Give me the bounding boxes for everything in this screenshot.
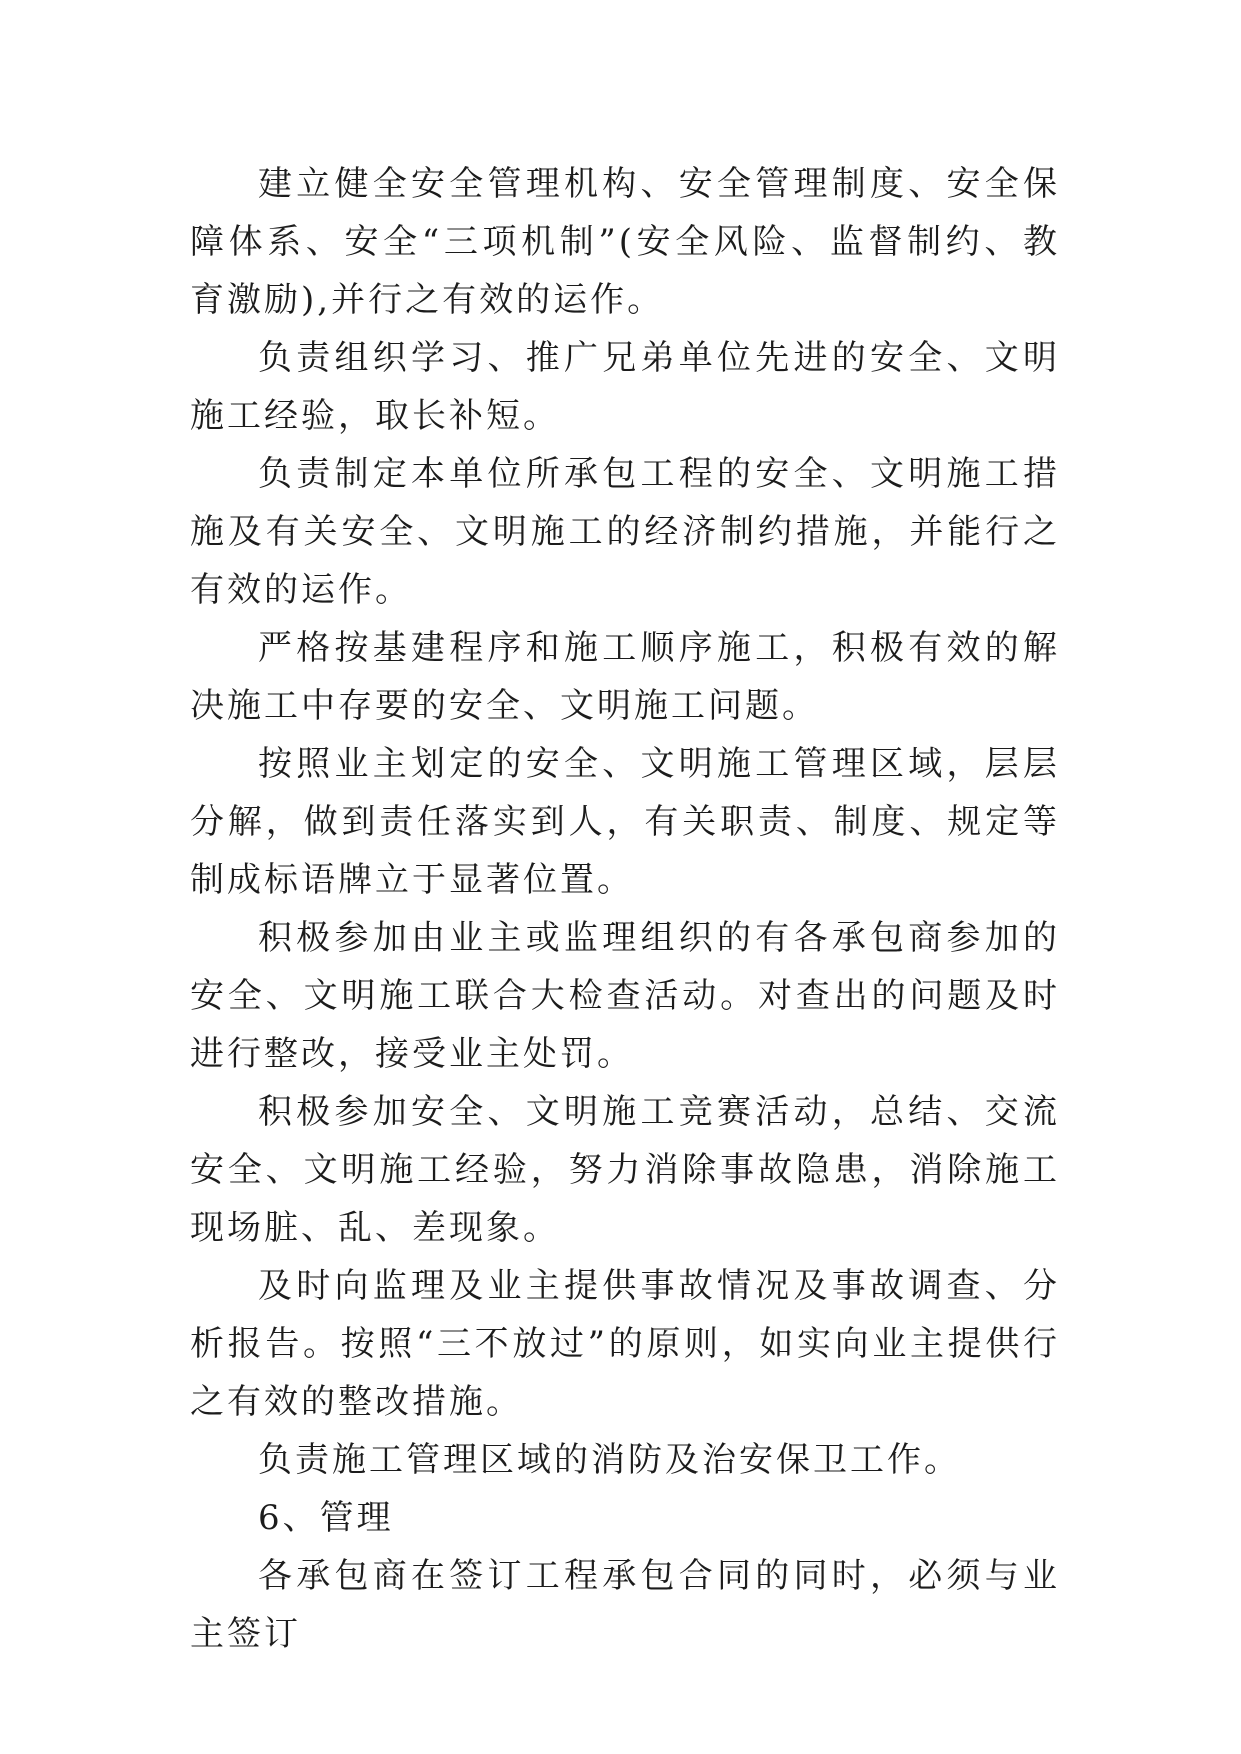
paragraph-safety-organization: 建立健全安全管理机构、安全管理制度、安全保障体系、安全“三项机制”(安全风险、监督制约、教育激励),并行之有效的运作。 (190, 164, 1060, 320)
paragraph-joint-inspection: 积极参加由业主或监理组织的有各承包商参加的安全、文明施工联合大检查活动。对查出的问题及时进行整改，接受业主处罚。 (190, 918, 1060, 1074)
paragraph-accident-report: 及时向监理及业主提供事故情况及事故调查、分析报告。按照“三不放过”的原则，如实向业主提供行之有效的整改措施。 (190, 1266, 1060, 1422)
paragraph-contract: 各承包商在签订工程承包合同的同时，必须与业主签订 (190, 1556, 1060, 1654)
paragraph-competition: 积极参加安全、文明施工竞赛活动，总结、交流安全、文明施工经验，努力消除事故隐患，消除施工现场脏、乱、差现象。 (190, 1092, 1060, 1248)
paragraph-fire-security: 负责施工管理区域的消防及治安保卫工作。 (258, 1440, 961, 1480)
paragraph-management-area: 按照业主划定的安全、文明施工管理区域，层层分解，做到责任落实到人，有关职责、制度、规定等制成标语牌立于显著位置。 (190, 744, 1060, 900)
paragraph-learning-experience: 负责组织学习、推广兄弟单位先进的安全、文明施工经验，取长补短。 (190, 338, 1060, 436)
document-body (190, 155, 1060, 1663)
paragraph-construction-procedure: 严格按基建程序和施工顺序施工，积极有效的解决施工中存要的安全、文明施工问题。 (190, 628, 1060, 726)
paragraph-safety-measures: 负责制定本单位所承包工程的安全、文明施工措施及有关安全、文明施工的经济制约措施，并能行之有效的运作。 (190, 454, 1060, 610)
section-heading-management: 6、管理 (258, 1498, 394, 1538)
